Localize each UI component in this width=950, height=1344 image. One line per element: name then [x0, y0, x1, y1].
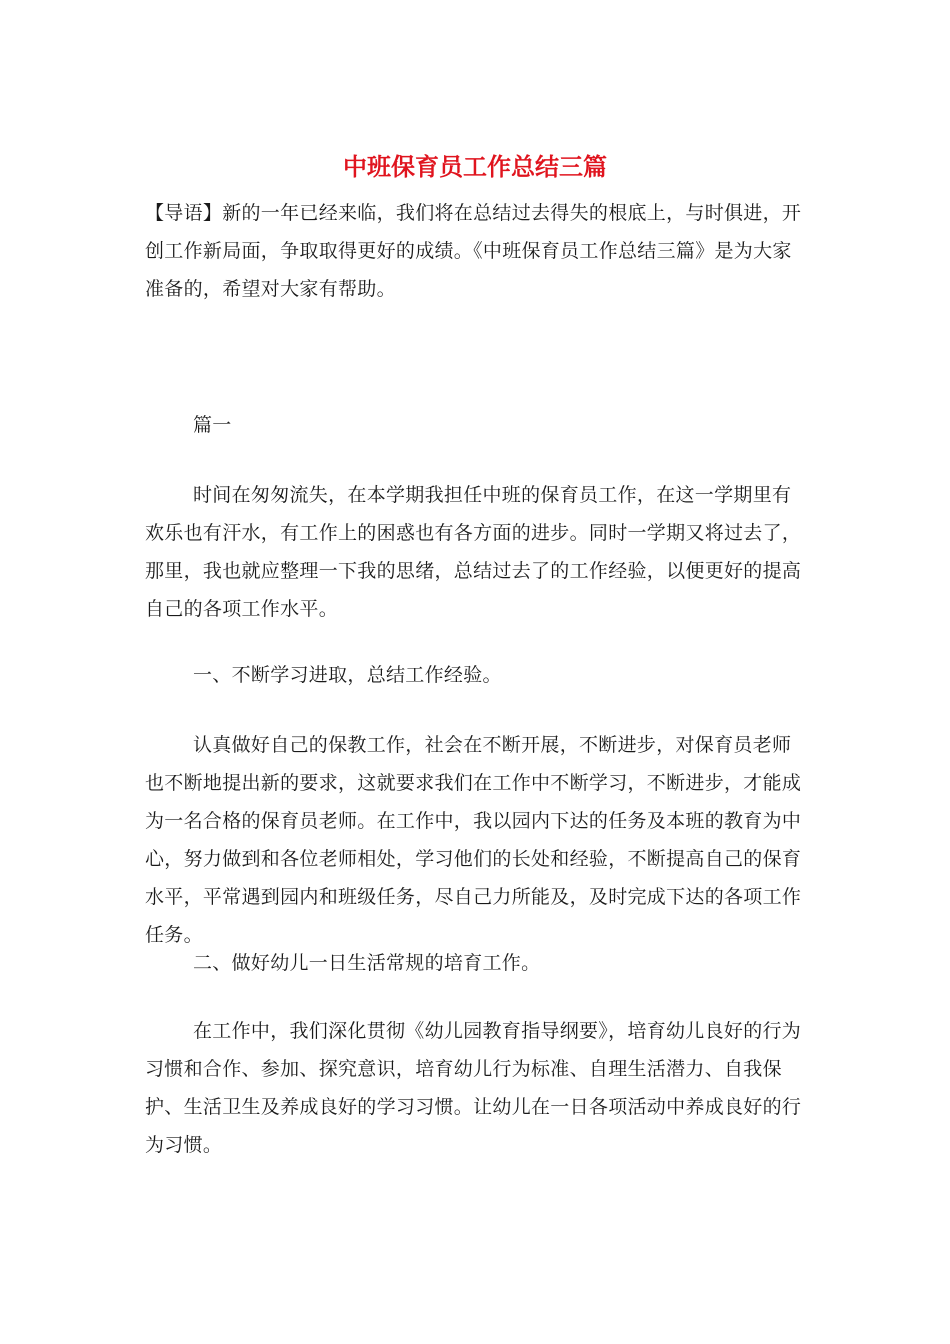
paragraph-2: 认真做好自己的保教工作，社会在不断开展，不断进步，对保育员老师也不断地提出新的要求，这就要求我们在工作中不断学习，不断进步，才能成为一名合格的保育员老师。在工作中，我以园内下达的任务及本班的教育为中心，努力做到和各位老师相处，学习他们的长处和经验，不断提高自己的保育水平，平常遇到园内和班级任务，尽自己力所能及，及时完成下达的各项工作任务。: [145, 734, 802, 946]
heading-1: 一、不断学习进取，总结工作经验。: [193, 664, 502, 686]
intro-paragraph: 【导语】新的一年已经来临，我们将在总结过去得失的根底上，与时俱进，开创工作新局面，争取取得更好的成绩。《中班保育员工作总结三篇》是为大家准备的，希望对大家有帮助。: [145, 202, 802, 300]
paragraph-1: 时间在匆匆流失，在本学期我担任中班的保育员工作，在这一学期里有欢乐也有汗水，有工作上的困惑也有各方面的进步。同时一学期又将过去了，那里，我也就应整理一下我的思绪，总结过去了的工作经验，以便更好的提高自己的各项工作水平。: [145, 484, 802, 620]
document-title: 中班保育员工作总结三篇: [343, 152, 607, 181]
heading-2: 二、做好幼儿一日生活常规的培育工作。: [193, 952, 541, 974]
paragraph-3: 在工作中，我们深化贯彻《幼儿园教育指导纲要》，培育幼儿良好的行为习惯和合作、参加、探究意识，培育幼儿行为标准、自理生活潜力、自我保护、生活卫生及养成良好的学习习惯。让幼儿在一日各项活动中养成良好的行为习惯。: [145, 1020, 802, 1156]
section-label: 篇一: [193, 414, 232, 436]
